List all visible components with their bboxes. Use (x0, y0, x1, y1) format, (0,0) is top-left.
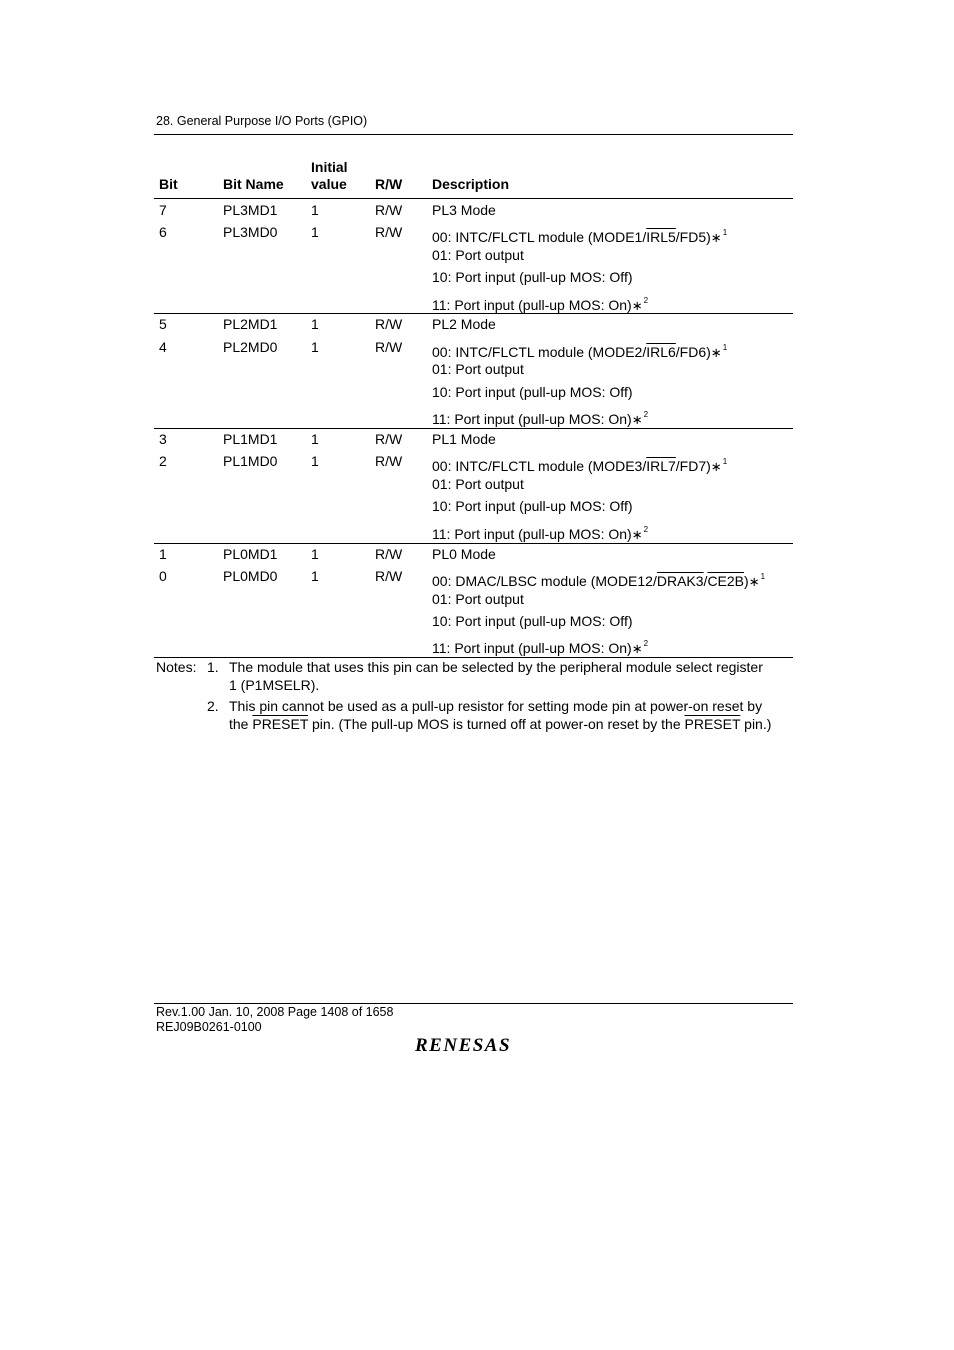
footnote-ref: 1 (722, 228, 728, 237)
rw-cell: R/W (375, 224, 403, 240)
rw-cell: R/W (375, 568, 403, 584)
col-bit-name: Bit Name (223, 176, 284, 192)
rw-cell: R/W (375, 202, 403, 218)
rw-cell: R/W (375, 546, 403, 562)
note-1-number: 1. (207, 659, 219, 675)
option-00: 00: INTC/FLCTL module (MODE2/IRL6/FD6)∗$^1$ (432, 343, 728, 360)
mode-label: PL0 Mode (432, 546, 496, 562)
group-divider (154, 543, 793, 544)
footnote-ref: 2 (643, 639, 649, 648)
bit-name-cell: PL2MD0 (223, 339, 278, 355)
rw-cell: R/W (375, 339, 403, 355)
renesas-logo-icon (414, 1034, 534, 1056)
asterisk-icon: ∗ (710, 230, 722, 245)
footnote-ref: 1 (760, 572, 766, 581)
revision-info: Rev.1.00 Jan. 10, 2008 Page 1408 of 1658 (156, 1005, 394, 1019)
bit-name-cell: PL1MD1 (223, 431, 278, 447)
col-bit: Bit (159, 176, 178, 192)
table-bottom-rule (154, 657, 793, 658)
initial-cell: 1 (311, 224, 319, 240)
bit-name-cell: PL0MD0 (223, 568, 278, 584)
asterisk-icon: ∗ (710, 345, 722, 360)
section-title: 28. General Purpose I/O Ports (GPIO) (156, 114, 368, 128)
asterisk-icon: ∗ (631, 527, 643, 542)
footnote-ref: 2 (643, 296, 649, 305)
table-header-rule (154, 198, 793, 199)
note-1-line-1: The module that uses this pin can be selected by the peripheral module select register (229, 659, 763, 675)
initial-cell: 1 (311, 316, 319, 332)
footer-rule (154, 1003, 793, 1004)
note-1-line-2: 1 (P1MSELR). (229, 677, 320, 693)
option-00: 00: INTC/FLCTL module (MODE1/IRL5/FD5)∗$^1$ (432, 228, 728, 245)
document-number: REJ09B0261-0100 (156, 1020, 262, 1034)
bit-cell: 5 (159, 316, 167, 332)
option-01: 01: Port output (432, 591, 524, 607)
option-11: 11: Port input (pull-up MOS: On)∗$^2$ (432, 296, 649, 313)
option-10: 10: Port input (pull-up MOS: Off) (432, 498, 633, 514)
option-01: 01: Port output (432, 361, 524, 377)
bit-name-cell: PL2MD1 (223, 316, 278, 332)
notes-label: Notes: (156, 659, 197, 675)
initial-cell: 1 (311, 431, 319, 447)
renesas-logo (414, 1034, 534, 1061)
mode-label: PL3 Mode (432, 202, 496, 218)
col-rw: R/W (375, 176, 403, 192)
initial-cell: 1 (311, 202, 319, 218)
bit-cell: 2 (159, 453, 167, 469)
col-description: Description (432, 176, 510, 192)
option-00: 00: INTC/FLCTL module (MODE3/IRL7/FD7)∗$^1$ (432, 457, 728, 474)
option-11: 11: Port input (pull-up MOS: On)∗$^2$ (432, 639, 649, 656)
footnote-ref: 1 (722, 343, 728, 352)
initial-cell: 1 (311, 568, 319, 584)
bit-name-cell: PL3MD0 (223, 224, 278, 240)
bit-cell: 4 (159, 339, 167, 355)
asterisk-icon: ∗ (631, 298, 643, 313)
bit-cell: 7 (159, 202, 167, 218)
initial-cell: 1 (311, 546, 319, 562)
asterisk-icon: ∗ (748, 574, 760, 589)
option-11: 11: Port input (pull-up MOS: On)∗$^2$ (432, 525, 649, 542)
bit-cell: 1 (159, 546, 167, 562)
option-10: 10: Port input (pull-up MOS: Off) (432, 269, 633, 285)
rw-cell: R/W (375, 316, 403, 332)
footnote-ref: 2 (643, 525, 649, 534)
initial-cell: 1 (311, 453, 319, 469)
initial-cell: 1 (311, 339, 319, 355)
note-2-number: 2. (207, 698, 219, 714)
footnote-ref: 2 (643, 410, 649, 419)
svg-text:RENESAS: RENESAS (415, 1035, 512, 1056)
bit-name-cell: PL0MD1 (223, 546, 278, 562)
rw-cell: R/W (375, 453, 403, 469)
bit-name-cell: PL1MD0 (223, 453, 278, 469)
bit-name-cell: PL3MD1 (223, 202, 278, 218)
bit-cell: 6 (159, 224, 167, 240)
group-divider (154, 313, 793, 314)
footnote-ref: 1 (722, 457, 728, 466)
col-value: value (311, 176, 347, 192)
bit-cell: 3 (159, 431, 167, 447)
note-2-line-1: This pin cannot be used as a pull-up resistor for setting mode pin at power-on reset by (229, 698, 763, 714)
bit-cell: 0 (159, 568, 167, 584)
option-00: 00: DMAC/LBSC module (MODE12/DRAK3/CE2B)∗$^1$ (432, 572, 766, 589)
option-01: 01: Port output (432, 476, 524, 492)
option-10: 10: Port input (pull-up MOS: Off) (432, 384, 633, 400)
group-divider (154, 428, 793, 429)
mode-label: PL1 Mode (432, 431, 496, 447)
asterisk-icon: ∗ (631, 412, 643, 427)
asterisk-icon: ∗ (710, 459, 722, 474)
option-01: 01: Port output (432, 247, 524, 263)
col-initial: Initial (311, 159, 348, 175)
option-11: 11: Port input (pull-up MOS: On)∗$^2$ (432, 410, 649, 427)
mode-label: PL2 Mode (432, 316, 496, 332)
header-rule (154, 134, 793, 135)
asterisk-icon: ∗ (631, 641, 643, 656)
option-10: 10: Port input (pull-up MOS: Off) (432, 613, 633, 629)
rw-cell: R/W (375, 431, 403, 447)
note-2-line-2: the PRESET pin. (The pull-up MOS is turned off at power-on reset by the PRESET pin.) (229, 716, 772, 732)
